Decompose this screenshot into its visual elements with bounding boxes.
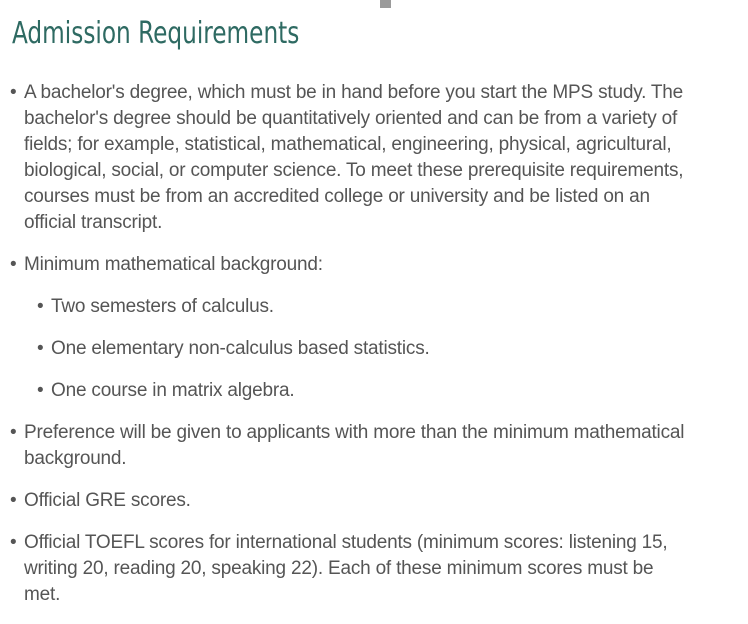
top-edge-marker bbox=[380, 0, 391, 8]
bullet-icon: • bbox=[37, 296, 44, 317]
bullet-icon: • bbox=[10, 82, 17, 103]
list-item bbox=[0, 530, 690, 608]
math-background-list bbox=[24, 294, 690, 404]
requirement-text: Preference will be given to applicants with more than the minimum mathematical background. bbox=[24, 422, 685, 469]
bullet-icon: • bbox=[10, 490, 17, 511]
requirement-text: Official GRE scores. bbox=[24, 490, 191, 511]
bullet-icon: • bbox=[37, 338, 44, 359]
requirements-list bbox=[0, 80, 690, 624]
requirement-text: A bachelor's degree, which must be in hand before you start the MPS study. The bachelor's degree should be quantitatively oriented and can be from a variety of fields; for example, statistical, mathematical, engineering, physical, agricultural, biological, social, or computer science. To meet these prerequisite requirements, courses must be from an accredited college or university and be listed on an official transcript. bbox=[24, 82, 684, 233]
bullet-icon: • bbox=[10, 422, 17, 443]
list-item bbox=[0, 80, 690, 236]
sub-list-item bbox=[24, 294, 690, 320]
requirement-text: Official TOEFL scores for international students (minimum scores: listening 15, writing 20, reading 20, speaking 22). Each of these minimum scores must be met. bbox=[24, 532, 668, 605]
list-item bbox=[0, 252, 690, 404]
sub-requirement-text: One course in matrix algebra. bbox=[51, 380, 295, 401]
page-title: Admission Requirements bbox=[12, 16, 300, 51]
sub-requirement-text: Two semesters of calculus. bbox=[51, 296, 274, 317]
requirement-text: Minimum mathematical background: bbox=[24, 254, 323, 275]
list-item bbox=[0, 420, 690, 472]
bullet-icon: • bbox=[10, 532, 17, 553]
sub-list-item bbox=[24, 378, 690, 404]
bullet-icon: • bbox=[10, 254, 17, 275]
sub-list-item bbox=[24, 336, 690, 362]
sub-requirement-text: One elementary non-calculus based statistics. bbox=[51, 338, 430, 359]
bullet-icon: • bbox=[37, 380, 44, 401]
list-item bbox=[0, 488, 690, 514]
